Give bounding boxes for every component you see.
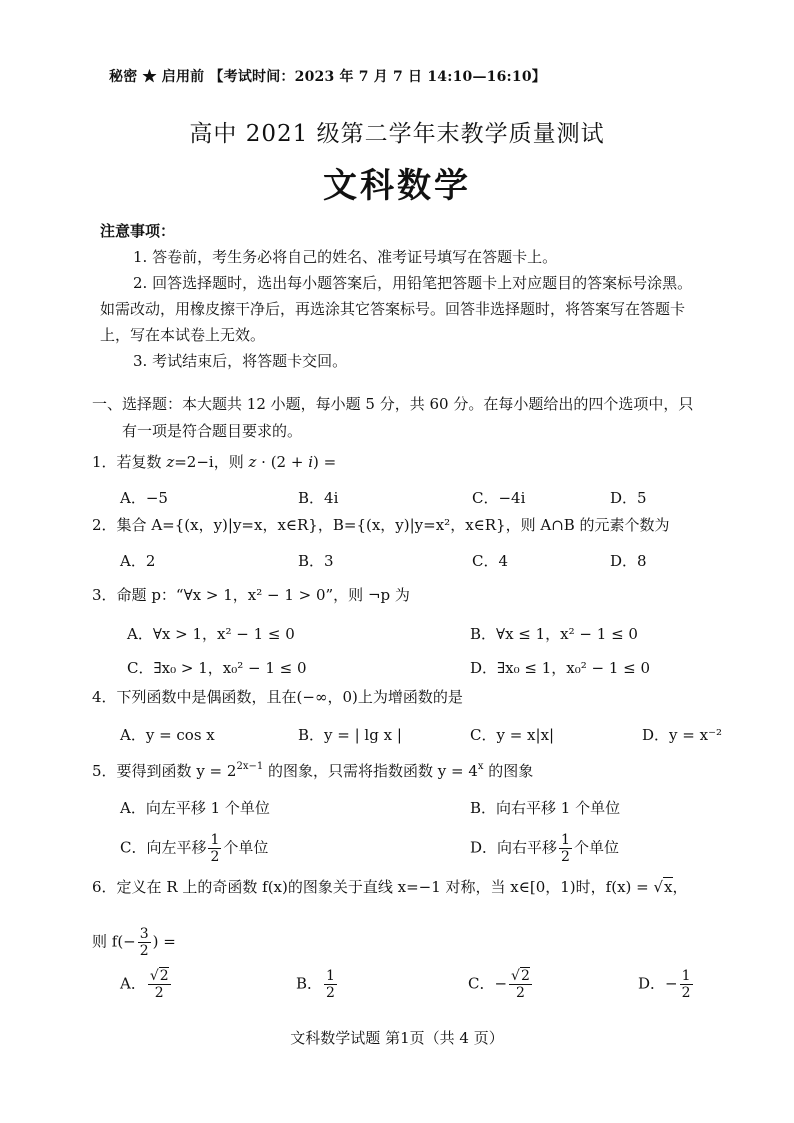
stem-var: z: [248, 453, 257, 471]
option-text: 个单位: [223, 838, 269, 857]
numerator: 1: [210, 832, 220, 848]
sqrt-symbol: √: [653, 878, 664, 896]
option-label: B．: [296, 974, 323, 993]
stem-text: 定义在 R 上的奇函数 f(x)的图象关于直线 x=−1 对称，当 x∈[0，1)时，f(x) =: [116, 878, 654, 896]
denominator: 2: [681, 985, 691, 1002]
stem-text: =2−i，则: [174, 453, 249, 471]
q4-option-d: D．y = x⁻²: [642, 726, 722, 744]
denominator: 2: [139, 943, 149, 960]
q1-option-c: C．−4i: [472, 489, 526, 507]
q6-option-a: [120, 968, 173, 1001]
denominator: 2: [326, 985, 335, 1002]
q1-option-b: B．4i: [298, 489, 339, 507]
notice-item-2-line2: 如需改动，用橡皮擦干净后，再选涂其它答案标号。回答非选择题时，将答案写在答题卡: [100, 300, 686, 318]
stem-text: · (2 +: [256, 453, 309, 471]
q4-option-a: A．y = cos x: [120, 726, 215, 744]
sqrt-radicand: 2: [159, 968, 169, 984]
numerator: 1: [326, 968, 335, 984]
q2-option-b: B．3: [298, 552, 334, 570]
numerator: √2: [511, 968, 530, 984]
denominator: 2: [154, 985, 164, 1002]
q1-option-d: D．5: [610, 489, 647, 507]
fraction: [509, 968, 532, 1001]
q6-option-b: [296, 968, 339, 1001]
q2-option-a: A．2: [120, 552, 156, 570]
notice-item-3: 3. 考试结束后，将答题卡交回。: [133, 352, 348, 370]
stem-text: ) =: [313, 453, 337, 471]
option-text: C．向左平移: [120, 838, 207, 857]
stem-text: 集合 A={(x，y)|y=x，x∈R}，B={(x，y)|y=x²，x∈R}，则 A∩B 的元素个数为: [116, 516, 670, 534]
stem-text: 若复数: [116, 453, 167, 471]
numerator: √2: [149, 968, 169, 984]
denominator: 2: [516, 985, 525, 1002]
q3-option-d: D．∃x₀ ≤ 1，x₀² − 1 ≤ 0: [470, 659, 651, 677]
exponent: x: [477, 761, 484, 772]
q6-option-c: [468, 968, 534, 1001]
question-6-stem: [92, 880, 688, 895]
question-number: 6．: [92, 878, 117, 896]
q5-option-c: [120, 832, 268, 865]
stem-text: 命题 p：“∀x > 1，x² − 1 > 0”，则 ¬p 为: [116, 586, 410, 604]
fraction: [208, 832, 221, 865]
question-number: 5．: [92, 762, 117, 780]
q5-option-a: A．向左平移 1 个单位: [120, 799, 270, 817]
option-text: D．向右平移: [470, 838, 558, 857]
section-heading-line2: 有一项是符合题目要求的。: [122, 422, 303, 440]
fraction: [148, 968, 171, 1001]
question-1-stem: [92, 455, 336, 470]
stem-var: z: [166, 453, 175, 471]
sqrt-radicand: 2: [520, 968, 530, 984]
option-label: D．−: [638, 974, 678, 993]
stem-text: 则 f(−: [92, 932, 136, 951]
question-number: 1．: [92, 453, 117, 471]
sqrt-radicand: x: [664, 878, 673, 896]
notice-item-2-line1: 2. 回答选择题时，选出每小题答案后，用铅笔把答题卡上对应题目的答案标号涂黑。: [133, 274, 693, 292]
stem-var: i: [308, 453, 314, 471]
q5-option-b: B．向右平移 1 个单位: [470, 799, 621, 817]
question-number: 3．: [92, 586, 117, 604]
question-5-stem: [92, 762, 533, 779]
question-3-stem: [92, 588, 410, 603]
question-6-stem-line2: [92, 926, 176, 959]
q3-option-a: A．∀x > 1，x² − 1 ≤ 0: [127, 625, 295, 643]
q2-option-c: C．4: [472, 552, 509, 570]
notice-item-1: 1. 答卷前，考生务必将自己的姓名、准考证号填写在答题卡上。: [133, 248, 558, 266]
numerator: 1: [681, 968, 691, 984]
stem-text: ，: [672, 878, 688, 896]
q4-option-b: B．y = | lg x |: [298, 726, 402, 744]
option-label: C．−: [468, 974, 508, 993]
fraction: [138, 926, 151, 959]
exponent: 2x−1: [236, 761, 264, 772]
stem-text: 的图象，只需将指数函数 y = 4: [263, 762, 478, 780]
q3-option-b: B．∀x ≤ 1，x² − 1 ≤ 0: [470, 625, 638, 643]
question-number: 4．: [92, 688, 117, 706]
question-4-stem: [92, 690, 463, 705]
question-2-stem: [92, 518, 670, 533]
stem-text: 下列函数中是偶函数，且在(−∞，0)上为增函数的是: [116, 688, 463, 706]
fraction: [324, 968, 337, 1001]
stem-text: 的图象: [483, 762, 534, 780]
q3-option-c: C．∃x₀ > 1，x₀² − 1 ≤ 0: [127, 659, 307, 677]
section-heading-line1: 一、选择题：本大题共 12 小题，每小题 5 分，共 60 分。在每小题给出的四个选项中，只: [92, 395, 694, 413]
stem-text: 要得到函数 y = 2: [116, 762, 237, 780]
notice-heading: 注意事项：: [100, 222, 176, 240]
q5-option-d: [470, 832, 619, 865]
subject-title: 文科数学: [323, 166, 471, 206]
notice-item-2-line3: 上，写在本试卷上无效。: [100, 326, 266, 344]
denominator: 2: [561, 849, 570, 866]
fraction: [559, 832, 572, 865]
exam-title: 高中 2021 级第二学年末教学质量测试: [189, 121, 605, 147]
q2-option-d: D．8: [610, 552, 647, 570]
q6-option-d: [638, 968, 695, 1001]
numerator: 1: [561, 832, 570, 848]
q4-option-c: C．y = x|x|: [470, 726, 555, 744]
question-number: 2．: [92, 516, 117, 534]
fraction: [680, 968, 693, 1001]
q1-option-a: A．−5: [120, 489, 168, 507]
option-text: 个单位: [573, 838, 619, 857]
stem-text: ) =: [152, 932, 176, 951]
exam-header: 秘密 ★ 启用前 【考试时间：2023 年 7 月 7 日 14:10—16:10】: [109, 69, 546, 85]
page-footer: 文科数学试题 第1页（共 4 页）: [290, 1029, 504, 1047]
numerator: 3: [139, 926, 149, 942]
option-label: A．: [120, 974, 146, 993]
denominator: 2: [210, 849, 220, 866]
